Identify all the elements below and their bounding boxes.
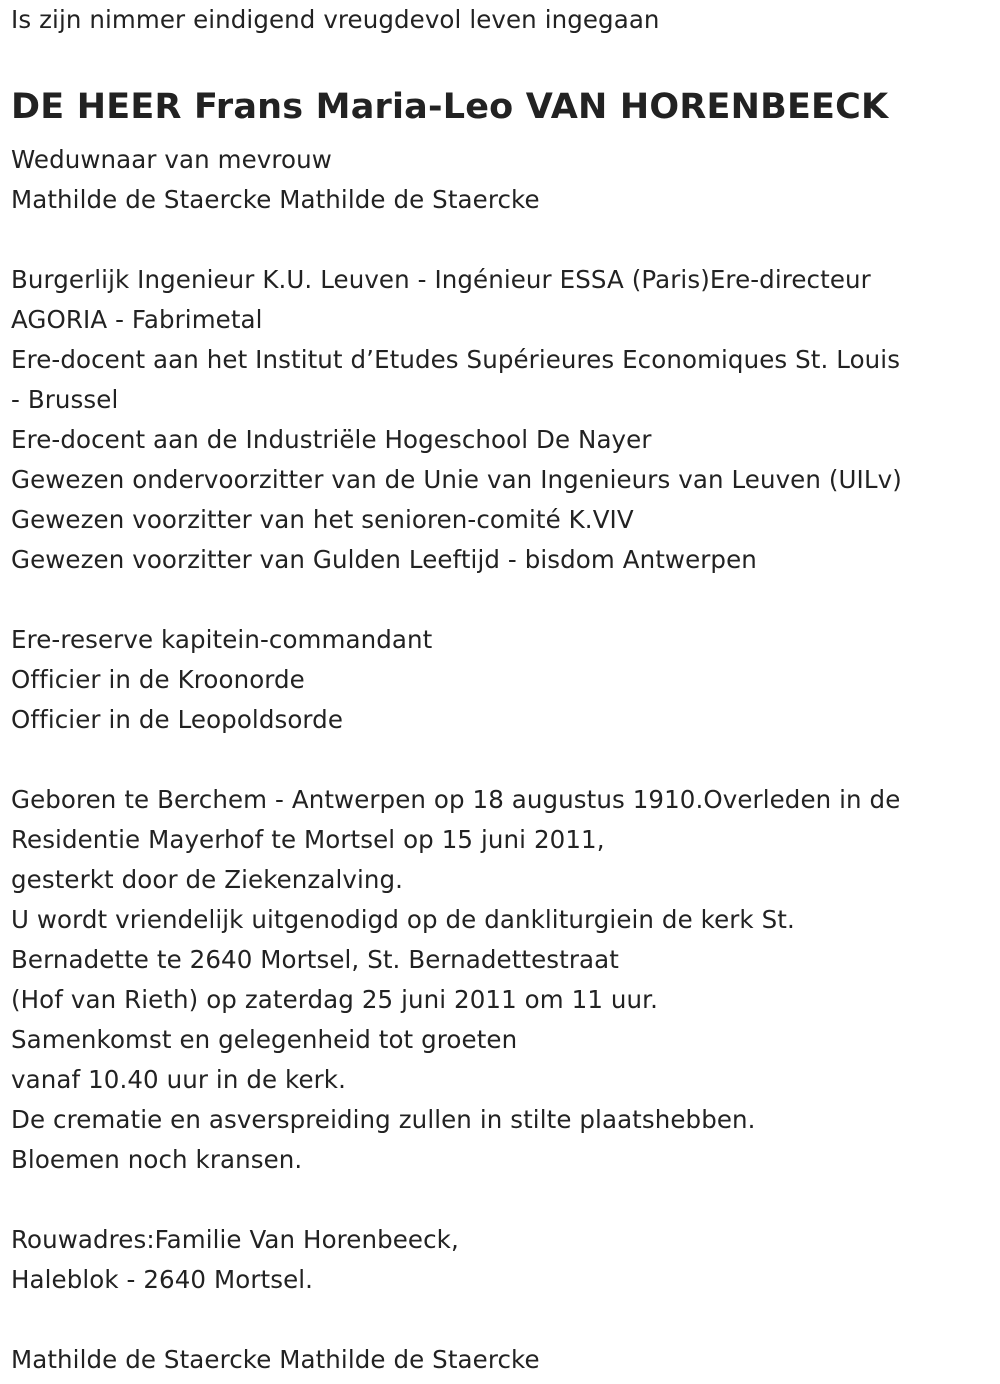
- detail-line: Samenkomst en gelegenheid tot groeten: [11, 1025, 518, 1054]
- spouse-line-1: Weduwnaar van mevrouw: [11, 145, 332, 174]
- address-line-2: Haleblok - 2640 Mortsel.: [11, 1265, 314, 1294]
- detail-line: Bloemen noch kransen.: [11, 1145, 303, 1174]
- honor-line: Officier in de Leopoldsorde: [11, 705, 343, 734]
- career-line: Ere-docent aan de Industriële Hogeschool De Nayer: [11, 425, 652, 454]
- spacer: [11, 580, 991, 620]
- honor-line: Ere-reserve kapitein-commandant: [11, 625, 433, 654]
- career-line: Burgerlijk Ingenieur K.U. Leuven - Ingénieur ESSA (Paris)Ere-directeur: [11, 265, 871, 294]
- career-line: Ere-docent aan het Institut d’Etudes Supérieures Economiques St. Louis: [11, 345, 901, 374]
- detail-line: U wordt vriendelijk uitgenodigd op de dankliturgiein de kerk St.: [11, 905, 795, 934]
- detail-line: gesterkt door de Ziekenzalving.: [11, 865, 404, 894]
- intro-text: Is zijn nimmer eindigend vreugdevol leven ingegaan: [11, 5, 660, 34]
- obituary-notice: [11, 0, 991, 1380]
- career-line: AGORIA - Fabrimetal: [11, 305, 263, 334]
- career-line: - Brussel: [11, 385, 119, 414]
- career-line: Gewezen ondervoorzitter van de Unie van Ingenieurs van Leuven (UILv): [11, 465, 902, 494]
- detail-line: Residentie Mayerhof te Mortsel op 15 juni 2011,: [11, 825, 605, 854]
- detail-line: Bernadette te 2640 Mortsel, St. Bernadettestraat: [11, 945, 619, 974]
- spacer: [11, 1300, 991, 1340]
- detail-line: (Hof van Rieth) op zaterdag 25 juni 2011 om 11 uur.: [11, 985, 658, 1014]
- spacer: [11, 1180, 991, 1220]
- detail-line: De crematie en asverspreiding zullen in stilte plaatshebben.: [11, 1105, 756, 1134]
- address-line-1: Rouwadres:Familie Van Horenbeeck,: [11, 1225, 459, 1254]
- spacer: [11, 220, 991, 260]
- detail-line: Geboren te Berchem - Antwerpen op 18 augustus 1910.Overleden in de: [11, 785, 901, 814]
- career-line: Gewezen voorzitter van het senioren-comité K.VIV: [11, 505, 634, 534]
- deceased-name: DE HEER Frans Maria-Leo VAN HORENBEECK: [11, 87, 889, 127]
- honor-line: Officier in de Kroonorde: [11, 665, 305, 694]
- career-line: Gewezen voorzitter van Gulden Leeftijd - bisdom Antwerpen: [11, 545, 757, 574]
- spacer: [11, 740, 991, 780]
- detail-line: vanaf 10.40 uur in de kerk.: [11, 1065, 346, 1094]
- signature: Mathilde de Staercke Mathilde de Staercke: [11, 1345, 540, 1374]
- spouse-line-2: Mathilde de Staercke Mathilde de Staercke: [11, 185, 540, 214]
